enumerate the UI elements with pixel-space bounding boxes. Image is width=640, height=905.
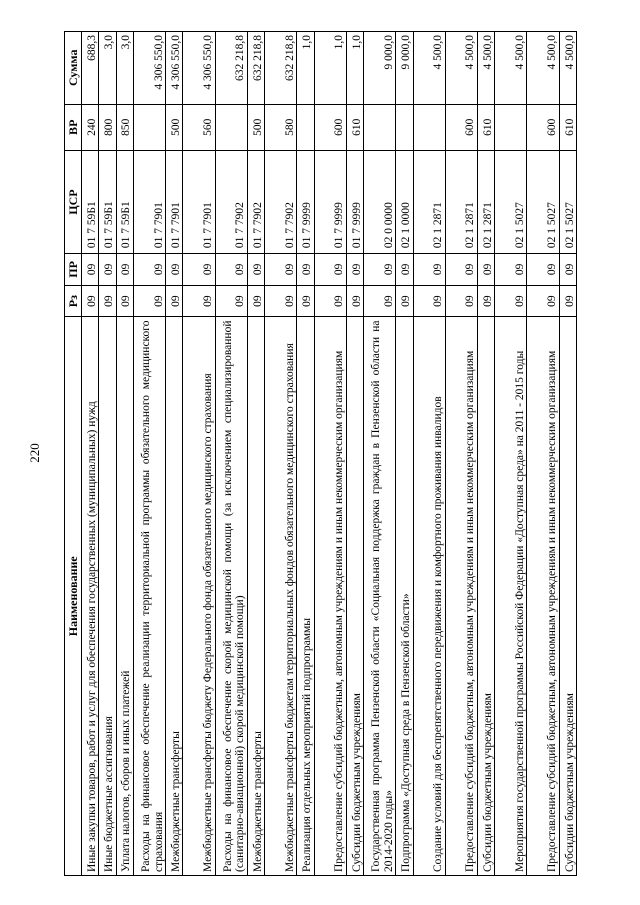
row-amount: 4 500,0: [445, 31, 477, 104]
row-name: Расходы на финансовое обеспечение скорой медицинской помощи (за исключением специализированной (санитарно-авиационной) скорой медицинской помощи): [215, 317, 247, 876]
table-row: [526, 31, 558, 875]
row-name: Уплата налогов, сборов и иных платежей: [116, 317, 133, 876]
row-pr: 09: [264, 253, 296, 285]
header-amount: Сумма: [64, 31, 81, 104]
row-rz: 09: [81, 285, 98, 317]
row-csr: 02 1 2871: [413, 150, 445, 253]
row-pr: 09: [81, 253, 98, 285]
row-pr: 09: [182, 253, 214, 285]
row-rz: 09: [116, 285, 133, 317]
row-name: Межбюджетные трансферты: [247, 317, 264, 876]
row-name: Государственная программа Пензенской области «Социальная поддержка граждан в Пензенской области на 2014-2020 годы»: [363, 317, 395, 876]
row-rz: 09: [526, 285, 558, 317]
row-pr: 09: [445, 253, 477, 285]
row-pr: 09: [314, 253, 346, 285]
row-rz: 09: [413, 285, 445, 317]
row-rz: 09: [559, 285, 576, 317]
row-csr: 01 7 7901: [133, 150, 165, 253]
row-name: Субсидии бюджетным учреждениям: [559, 317, 576, 876]
row-pr: 09: [346, 253, 363, 285]
row-pr: 09: [215, 253, 247, 285]
row-vr: [363, 104, 395, 150]
page-number: 220: [27, 443, 42, 463]
row-csr: 01 7 9999: [296, 150, 313, 253]
header-pr: ПР: [64, 253, 81, 285]
row-rz: 09: [247, 285, 264, 317]
table-row: [165, 31, 182, 875]
row-csr: 01 7 7902: [247, 150, 264, 253]
row-name: Создание условий для беспрепятственного передвижения и комфортного проживания инвалидов: [413, 317, 445, 876]
row-csr: 02 1 5027: [559, 150, 576, 253]
row-vr: 600: [314, 104, 346, 150]
row-vr: 800: [98, 104, 115, 150]
header-vr: ВР: [64, 104, 81, 150]
row-name: Межбюджетные трансферты бюджету Федерального фонда обязательного медицинского страхования: [182, 317, 214, 876]
row-vr: [413, 104, 445, 150]
row-pr: 09: [559, 253, 576, 285]
row-pr: 09: [98, 253, 115, 285]
row-name: Предоставление субсидий бюджетным, автономным учреждениям и иным некоммерческим организациям: [526, 317, 558, 876]
table-row: [395, 31, 412, 875]
row-rz: 09: [165, 285, 182, 317]
row-rz: 09: [314, 285, 346, 317]
budget-table-container: [64, 31, 577, 876]
row-vr: [494, 104, 526, 150]
row-rz: 09: [296, 285, 313, 317]
table-row: [494, 31, 526, 875]
header-name: Наименование: [64, 317, 81, 876]
table-body: [81, 31, 576, 875]
row-rz: 09: [445, 285, 477, 317]
row-csr: 01 7 7902: [264, 150, 296, 253]
row-vr: 850: [116, 104, 133, 150]
row-amount: 4 306 550,0: [165, 31, 182, 104]
row-csr: 02 1 0000: [395, 150, 412, 253]
row-csr: 01 7 7901: [165, 150, 182, 253]
row-amount: 1,0: [346, 31, 363, 104]
table-row: [363, 31, 395, 875]
row-pr: 09: [363, 253, 395, 285]
row-csr: 02 1 2871: [477, 150, 494, 253]
row-csr: 01 7 59Б1: [81, 150, 98, 253]
row-csr: 02 1 2871: [445, 150, 477, 253]
table-row: [264, 31, 296, 875]
row-vr: 610: [477, 104, 494, 150]
row-amount: 4 306 550,0: [182, 31, 214, 104]
row-pr: 09: [116, 253, 133, 285]
row-amount: 3,0: [98, 31, 115, 104]
table-header-row: [64, 31, 81, 875]
row-pr: 09: [413, 253, 445, 285]
table-row: [182, 31, 214, 875]
row-vr: 610: [346, 104, 363, 150]
row-vr: 240: [81, 104, 98, 150]
header-csr: ЦСР: [64, 150, 81, 253]
row-csr: 01 7 7902: [215, 150, 247, 253]
row-csr: 01 7 7901: [182, 150, 214, 253]
row-pr: 09: [296, 253, 313, 285]
row-pr: 09: [395, 253, 412, 285]
table-row: [116, 31, 133, 875]
row-name: Расходы на финансовое обеспечение реализации территориальной программы обязательного медицинского страхования: [133, 317, 165, 876]
row-csr: 01 7 9999: [314, 150, 346, 253]
row-name: Реализация отдельных мероприятий подпрограммы: [296, 317, 313, 876]
table-row: [559, 31, 576, 875]
budget-table: [64, 31, 577, 876]
row-pr: 09: [165, 253, 182, 285]
row-rz: 09: [215, 285, 247, 317]
row-csr: 02 1 5027: [526, 150, 558, 253]
row-rz: 09: [264, 285, 296, 317]
row-amount: 1,0: [314, 31, 346, 104]
table-row: [133, 31, 165, 875]
table-row: [413, 31, 445, 875]
row-name: Подпрограмма «Доступная среда в Пензенской области»: [395, 317, 412, 876]
row-name: Межбюджетные трансферты: [165, 317, 182, 876]
table-row: [98, 31, 115, 875]
row-vr: 500: [247, 104, 264, 150]
row-amount: 4 500,0: [413, 31, 445, 104]
row-rz: 09: [346, 285, 363, 317]
row-csr: 01 7 59Б1: [98, 150, 115, 253]
row-pr: 09: [133, 253, 165, 285]
row-pr: 09: [494, 253, 526, 285]
row-name: Мероприятия государственной программы Российской Федерации «Доступная среда» на 2011 - 2015 годы: [494, 317, 526, 876]
row-amount: 9 000,0: [395, 31, 412, 104]
row-name: Иные закупки товаров, работ и услуг для обеспечения государственных (муниципальных) нужд: [81, 317, 98, 876]
row-name: Иные бюджетные ассигнования: [98, 317, 115, 876]
row-pr: 09: [526, 253, 558, 285]
row-vr: 610: [559, 104, 576, 150]
row-pr: 09: [477, 253, 494, 285]
table-row: [477, 31, 494, 875]
row-name: Субсидии бюджетным учреждениям: [477, 317, 494, 876]
row-amount: 4 500,0: [494, 31, 526, 104]
table-row: [346, 31, 363, 875]
table-row: [81, 31, 98, 875]
row-rz: 09: [494, 285, 526, 317]
row-vr: [215, 104, 247, 150]
row-name: Межбюджетные трансферты бюджетам территориальных фондов обязательного медицинского страхования: [264, 317, 296, 876]
row-amount: 4 500,0: [477, 31, 494, 104]
table-row: [445, 31, 477, 875]
row-amount: 688,3: [81, 31, 98, 104]
table-row: [314, 31, 346, 875]
row-amount: 632 218,8: [215, 31, 247, 104]
row-csr: 01 7 9999: [346, 150, 363, 253]
row-name: Предоставление субсидий бюджетным, автономным учреждениям и иным некоммерческим организациям: [445, 317, 477, 876]
row-amount: 632 218,8: [264, 31, 296, 104]
row-csr: 02 0 0000: [363, 150, 395, 253]
row-csr: 01 7 59Б1: [116, 150, 133, 253]
row-rz: 09: [133, 285, 165, 317]
row-vr: 600: [445, 104, 477, 150]
table-row: [247, 31, 264, 875]
row-amount: 4 500,0: [559, 31, 576, 104]
row-vr: [395, 104, 412, 150]
row-rz: 09: [477, 285, 494, 317]
row-vr: 500: [165, 104, 182, 150]
table-row: [296, 31, 313, 875]
row-amount: 1,0: [296, 31, 313, 104]
row-amount: 3,0: [116, 31, 133, 104]
table-row: [215, 31, 247, 875]
row-vr: [133, 104, 165, 150]
row-rz: 09: [98, 285, 115, 317]
row-name: Предоставление субсидий бюджетным, автономным учреждениям и иным некоммерческим организациям: [314, 317, 346, 876]
row-amount: 4 500,0: [526, 31, 558, 104]
row-rz: 09: [182, 285, 214, 317]
row-rz: 09: [363, 285, 395, 317]
row-csr: 02 1 5027: [494, 150, 526, 253]
header-rz: Рз: [64, 285, 81, 317]
row-vr: 580: [264, 104, 296, 150]
row-vr: 560: [182, 104, 214, 150]
row-amount: 4 306 550,0: [133, 31, 165, 104]
row-pr: 09: [247, 253, 264, 285]
row-vr: [296, 104, 313, 150]
row-amount: 9 000,0: [363, 31, 395, 104]
row-rz: 09: [395, 285, 412, 317]
row-amount: 632 218,8: [247, 31, 264, 104]
row-name: Субсидии бюджетным учреждениям: [346, 317, 363, 876]
row-vr: 600: [526, 104, 558, 150]
